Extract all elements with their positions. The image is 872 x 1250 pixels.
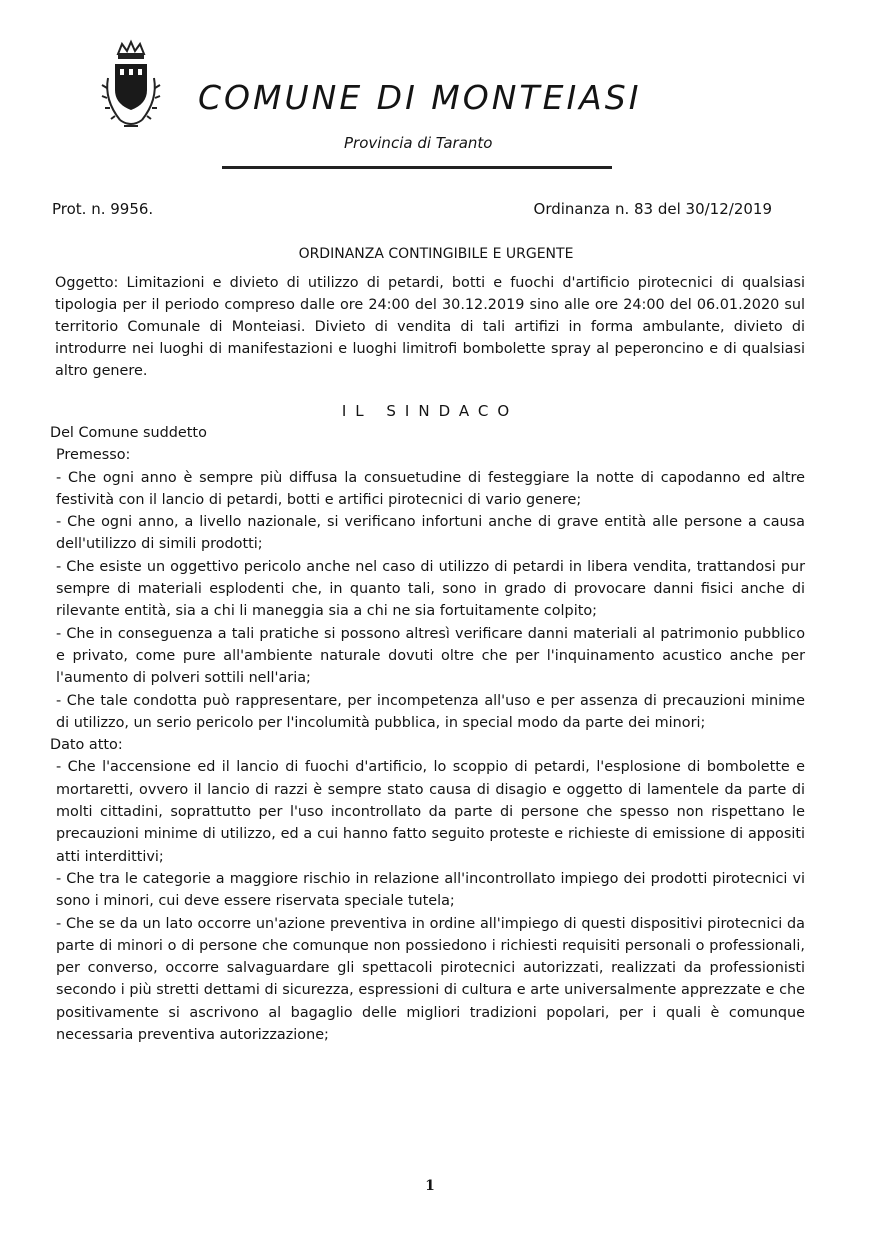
premesso-item: - Che in conseguenza a tali pratiche si possono altresì verificare danni materiali al patrimonio pubblico e privato, come pure all'ambiente naturale dovuti oltre che per l'inquinamento acustico anche per l'aumento di polveri sottili nell'aria; — [56, 625, 805, 687]
mayor-heading: IL SINDACO — [341, 402, 519, 420]
premesso-heading: Premesso: — [56, 447, 131, 464]
premesso-item: - Che esiste un oggettivo pericolo anche nel caso di utilizzo di petardi in libera vendita, trattandosi pur sempre di materiali esplodenti che, in quanto tali, sono in grado di provocare danni fisici anche di rilevante entità, sia a chi li maneggia sia a chi ne sia fortuitamente colpito; — [56, 558, 805, 620]
municipality-name: COMUNE DI MONTEIASI — [198, 78, 642, 117]
municipal-crest-icon — [98, 38, 164, 136]
header-divider — [222, 166, 612, 169]
document-type-heading: ORDINANZA CONTINGIBILE E URGENTE — [298, 246, 574, 262]
dato-atto-heading: Dato atto: — [50, 737, 123, 754]
premesso-item: - Che ogni anno è sempre più diffusa la consuetudine di festeggiare la notte di capodanno ed altre festività con il lancio di petardi, botti e artifici pirotecnici di vario genere; — [56, 469, 805, 508]
dato-atto-item: - Che tra le categorie a maggiore rischio in relazione all'incontrollato impiego dei prodotti pirotecnici vi sono i minori, cui deve essere riservata speciale tutela; — [56, 870, 805, 910]
subject-paragraph: Oggetto: Limitazioni e divieto di utilizzo di petardi, botti e fuochi d'artificio pirotecnici di qualsiasi tipologia per il periodo compreso dalle ore 24:00 del 30.12.2019 sino alle ore 24:00 del 06.01.2020 sul territorio Comunale di Monteiasi. Divieto di vendita di tali artifizi in forma ambulante, divieto di introdurre nei luoghi di manifestazioni e luoghi limitrofi bombolette spray al peperoncino e di qualsiasi altro genere. — [55, 275, 805, 379]
page-number: 1 — [425, 1178, 435, 1194]
ordinance-body — [50, 422, 805, 1046]
intro-line: Del Comune suddetto — [50, 425, 207, 441]
protocol-number: Prot. n. 9956. — [52, 200, 154, 218]
premesso-item: - Che ogni anno, a livello nazionale, si verificano infortuni anche di grave entità alle persone a causa dell'utilizzo di simili prodotti; — [56, 514, 805, 553]
province-name: Provincia di Taranto — [344, 134, 493, 152]
dato-atto-item: - Che se da un lato occorre un'azione preventiva in ordine all'impiego di questi dispositivi pirotecnici da parte di minori o di persone che comunque non possiedono i richiesti requisiti personali o professionali, per converso, occorre salvaguardare gli spettacoli pirotecnici autorizzati, realizzati da professionisti secondo i più stretti dettami di sicurezza, espressioni di cultura e arte universalmente apprezzate e che positivamente si ascrivono al bagaglio delle migliori tradizioni popolari, per i quali è comunque necessaria preventiva autorizzazione; — [56, 915, 805, 1044]
dato-atto-item: - Che l'accensione ed il lancio di fuochi d'artificio, lo scoppio di petardi, l'esplosione di bombolette e mortaretti, ovvero il lancio di razzi è sempre stato causa di disagio e oggetto di lamentele da parte di molti cittadini, soprattutto per l'uso incontrollato da parte di persone che spesso non rispettano le precauzioni minime di utilizzo, ed a cui hanno fatto seguito proteste e richieste di emissione di appositi atti interdittivi; — [56, 759, 805, 865]
premesso-item: - Che tale condotta può rappresentare, per incompetenza all'uso e per assenza di precauzioni minime di utilizzo, un serio pericolo per l'incolumità pubblica, in special modo da parte dei minori; — [56, 692, 805, 731]
ordinance-number: Ordinanza n. 83 del 30/12/2019 — [533, 200, 772, 218]
